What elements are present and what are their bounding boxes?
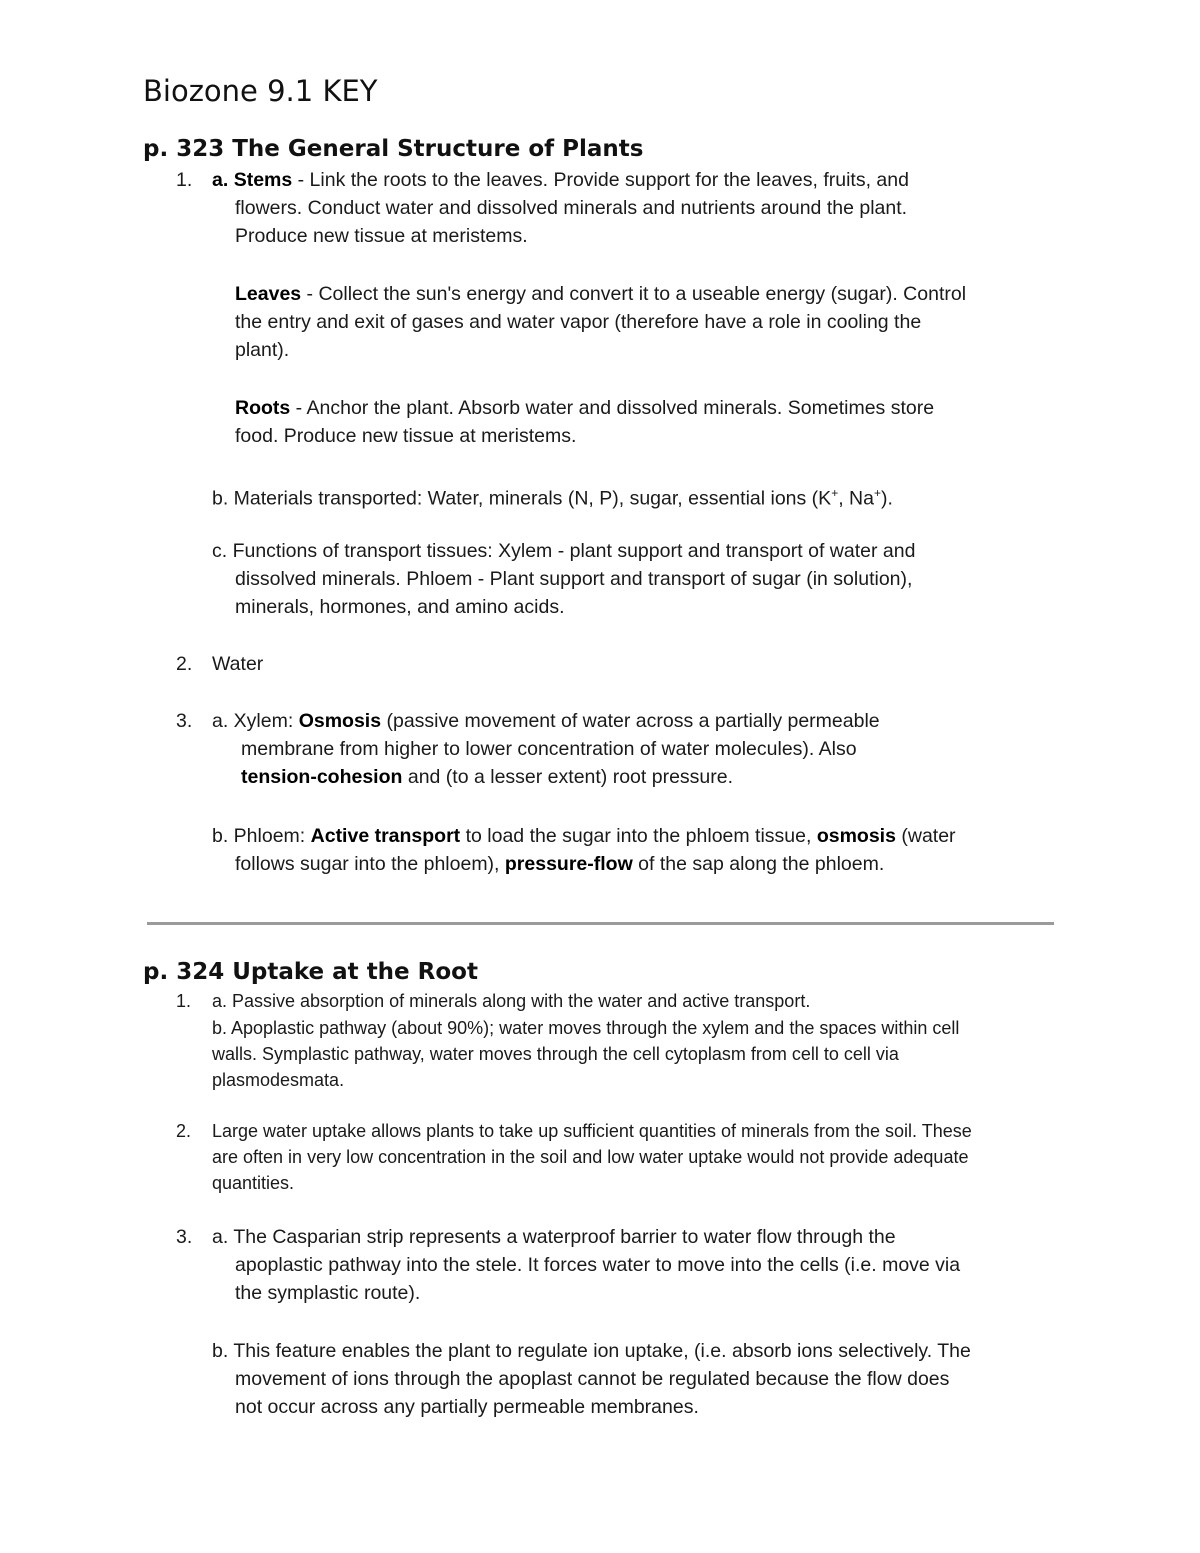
leaves-line-3: plant). xyxy=(235,339,290,361)
item-number: 1. xyxy=(176,169,193,191)
item-number: 2. xyxy=(176,653,193,675)
section-divider xyxy=(147,922,1054,925)
xylem-line-1 xyxy=(212,707,880,736)
leaves-line-2: the entry and exit of gases and water vapor (therefore have a role in cooling the xyxy=(235,311,922,333)
phloem-text: follows sugar into the phloem), xyxy=(235,853,505,875)
casparian-line-3: the symplastic route). xyxy=(235,1282,421,1304)
phloem-text: of the sap along the phloem. xyxy=(632,853,885,875)
functions-line-2: dissolved minerals. Phloem - Plant support and transport of sugar (in solution), xyxy=(235,568,913,590)
materials-text: b. Materials transported: Water, minerals (N, P), sugar, essential ions (K xyxy=(212,487,832,510)
roots-line-1 xyxy=(235,394,934,423)
roots-text: - Anchor the plant. Absorb water and dissolved minerals. Sometimes store xyxy=(290,397,935,419)
phloem-line-1 xyxy=(212,822,956,851)
water-uptake-line-3: quantities. xyxy=(212,1173,295,1193)
item-marker: a. xyxy=(212,169,229,191)
phloem-text: (water xyxy=(895,825,956,847)
term-roots: Roots xyxy=(235,397,291,419)
item-number: 2. xyxy=(176,1121,192,1141)
ion-uptake-line-3: not occur across any partially permeable membranes. xyxy=(235,1396,699,1418)
stems-line-1 xyxy=(212,166,909,195)
phloem-text: to load the sugar into the phloem tissue, xyxy=(460,825,817,847)
section-heading-1: p. 323 The General Structure of Plants xyxy=(143,136,644,162)
materials-text: ). xyxy=(880,487,893,510)
superscript: + xyxy=(831,486,839,500)
item-number: 1. xyxy=(176,991,192,1011)
term-stems: Stems xyxy=(233,169,293,191)
term-osmosis: osmosis xyxy=(816,825,896,847)
apoplastic-line-2: walls. Symplastic pathway, water moves through the cell cytoplasm from cell to cell via xyxy=(212,1044,899,1064)
term-leaves: Leaves xyxy=(235,283,302,305)
water-uptake-line-2: are often in very low concentration in the soil and low water uptake would not provide adequate xyxy=(212,1147,969,1167)
leaves-line-1 xyxy=(235,280,966,309)
stems-text: - Link the roots to the leaves. Provide support for the leaves, fruits, and xyxy=(292,169,909,191)
xylem-text: (passive movement of water across a partially permeable xyxy=(381,710,880,732)
leaves-text: - Collect the sun's energy and convert it to a useable energy (sugar). Control xyxy=(301,283,967,305)
functions-line-3: minerals, hormones, and amino acids. xyxy=(235,596,565,618)
item-number: 3. xyxy=(176,1226,193,1248)
section-heading-2: p. 324 Uptake at the Root xyxy=(143,959,478,985)
roots-line-2: food. Produce new tissue at meristems. xyxy=(235,425,577,447)
stems-line-3: Produce new tissue at meristems. xyxy=(235,225,528,247)
apoplastic-line-3: plasmodesmata. xyxy=(212,1070,345,1090)
term-osmosis: Osmosis xyxy=(298,710,382,732)
casparian-line-2: apoplastic pathway into the stele. It forces water to move into the cells (i.e. move via xyxy=(235,1254,961,1276)
term-pressure-flow: pressure-flow xyxy=(504,853,633,875)
materials-line xyxy=(212,479,893,513)
term-tension-cohesion: tension-cohesion xyxy=(241,766,403,788)
term-active-transport: Active transport xyxy=(310,825,461,847)
stems-line-2: flowers. Conduct water and dissolved minerals and nutrients around the plant. xyxy=(235,197,908,219)
passive-absorption-line: a. Passive absorption of minerals along with the water and active transport. xyxy=(212,991,811,1011)
xylem-text: and (to a lesser extent) root pressure. xyxy=(402,766,734,788)
superscript: + xyxy=(873,486,881,500)
xylem-line-2: membrane from higher to lower concentration of water molecules). Also xyxy=(241,738,857,760)
ion-uptake-line-1: b. This feature enables the plant to regulate ion uptake, (i.e. absorb ions selectively. The xyxy=(212,1340,971,1362)
phloem-text: b. Phloem: xyxy=(212,825,311,847)
ion-uptake-line-2: movement of ions through the apoplast cannot be regulated because the flow does xyxy=(235,1368,950,1390)
xylem-text: a. Xylem: xyxy=(212,710,299,732)
xylem-line-3 xyxy=(241,763,733,792)
item-number: 3. xyxy=(176,710,193,732)
document-title: Biozone 9.1 KEY xyxy=(143,74,378,108)
phloem-line-2 xyxy=(235,850,884,879)
functions-line-1: c. Functions of transport tissues: Xylem - plant support and transport of water and xyxy=(212,540,916,562)
materials-text: , Na xyxy=(838,487,874,510)
casparian-line-1: a. The Casparian strip represents a waterproof barrier to water flow through the xyxy=(212,1226,896,1248)
water-uptake-line-1: Large water uptake allows plants to take up sufficient quantities of minerals from the soil. These xyxy=(212,1121,972,1141)
apoplastic-line-1: b. Apoplastic pathway (about 90%); water moves through the xylem and the spaces within cell xyxy=(212,1018,960,1038)
answer-water: Water xyxy=(212,653,264,675)
